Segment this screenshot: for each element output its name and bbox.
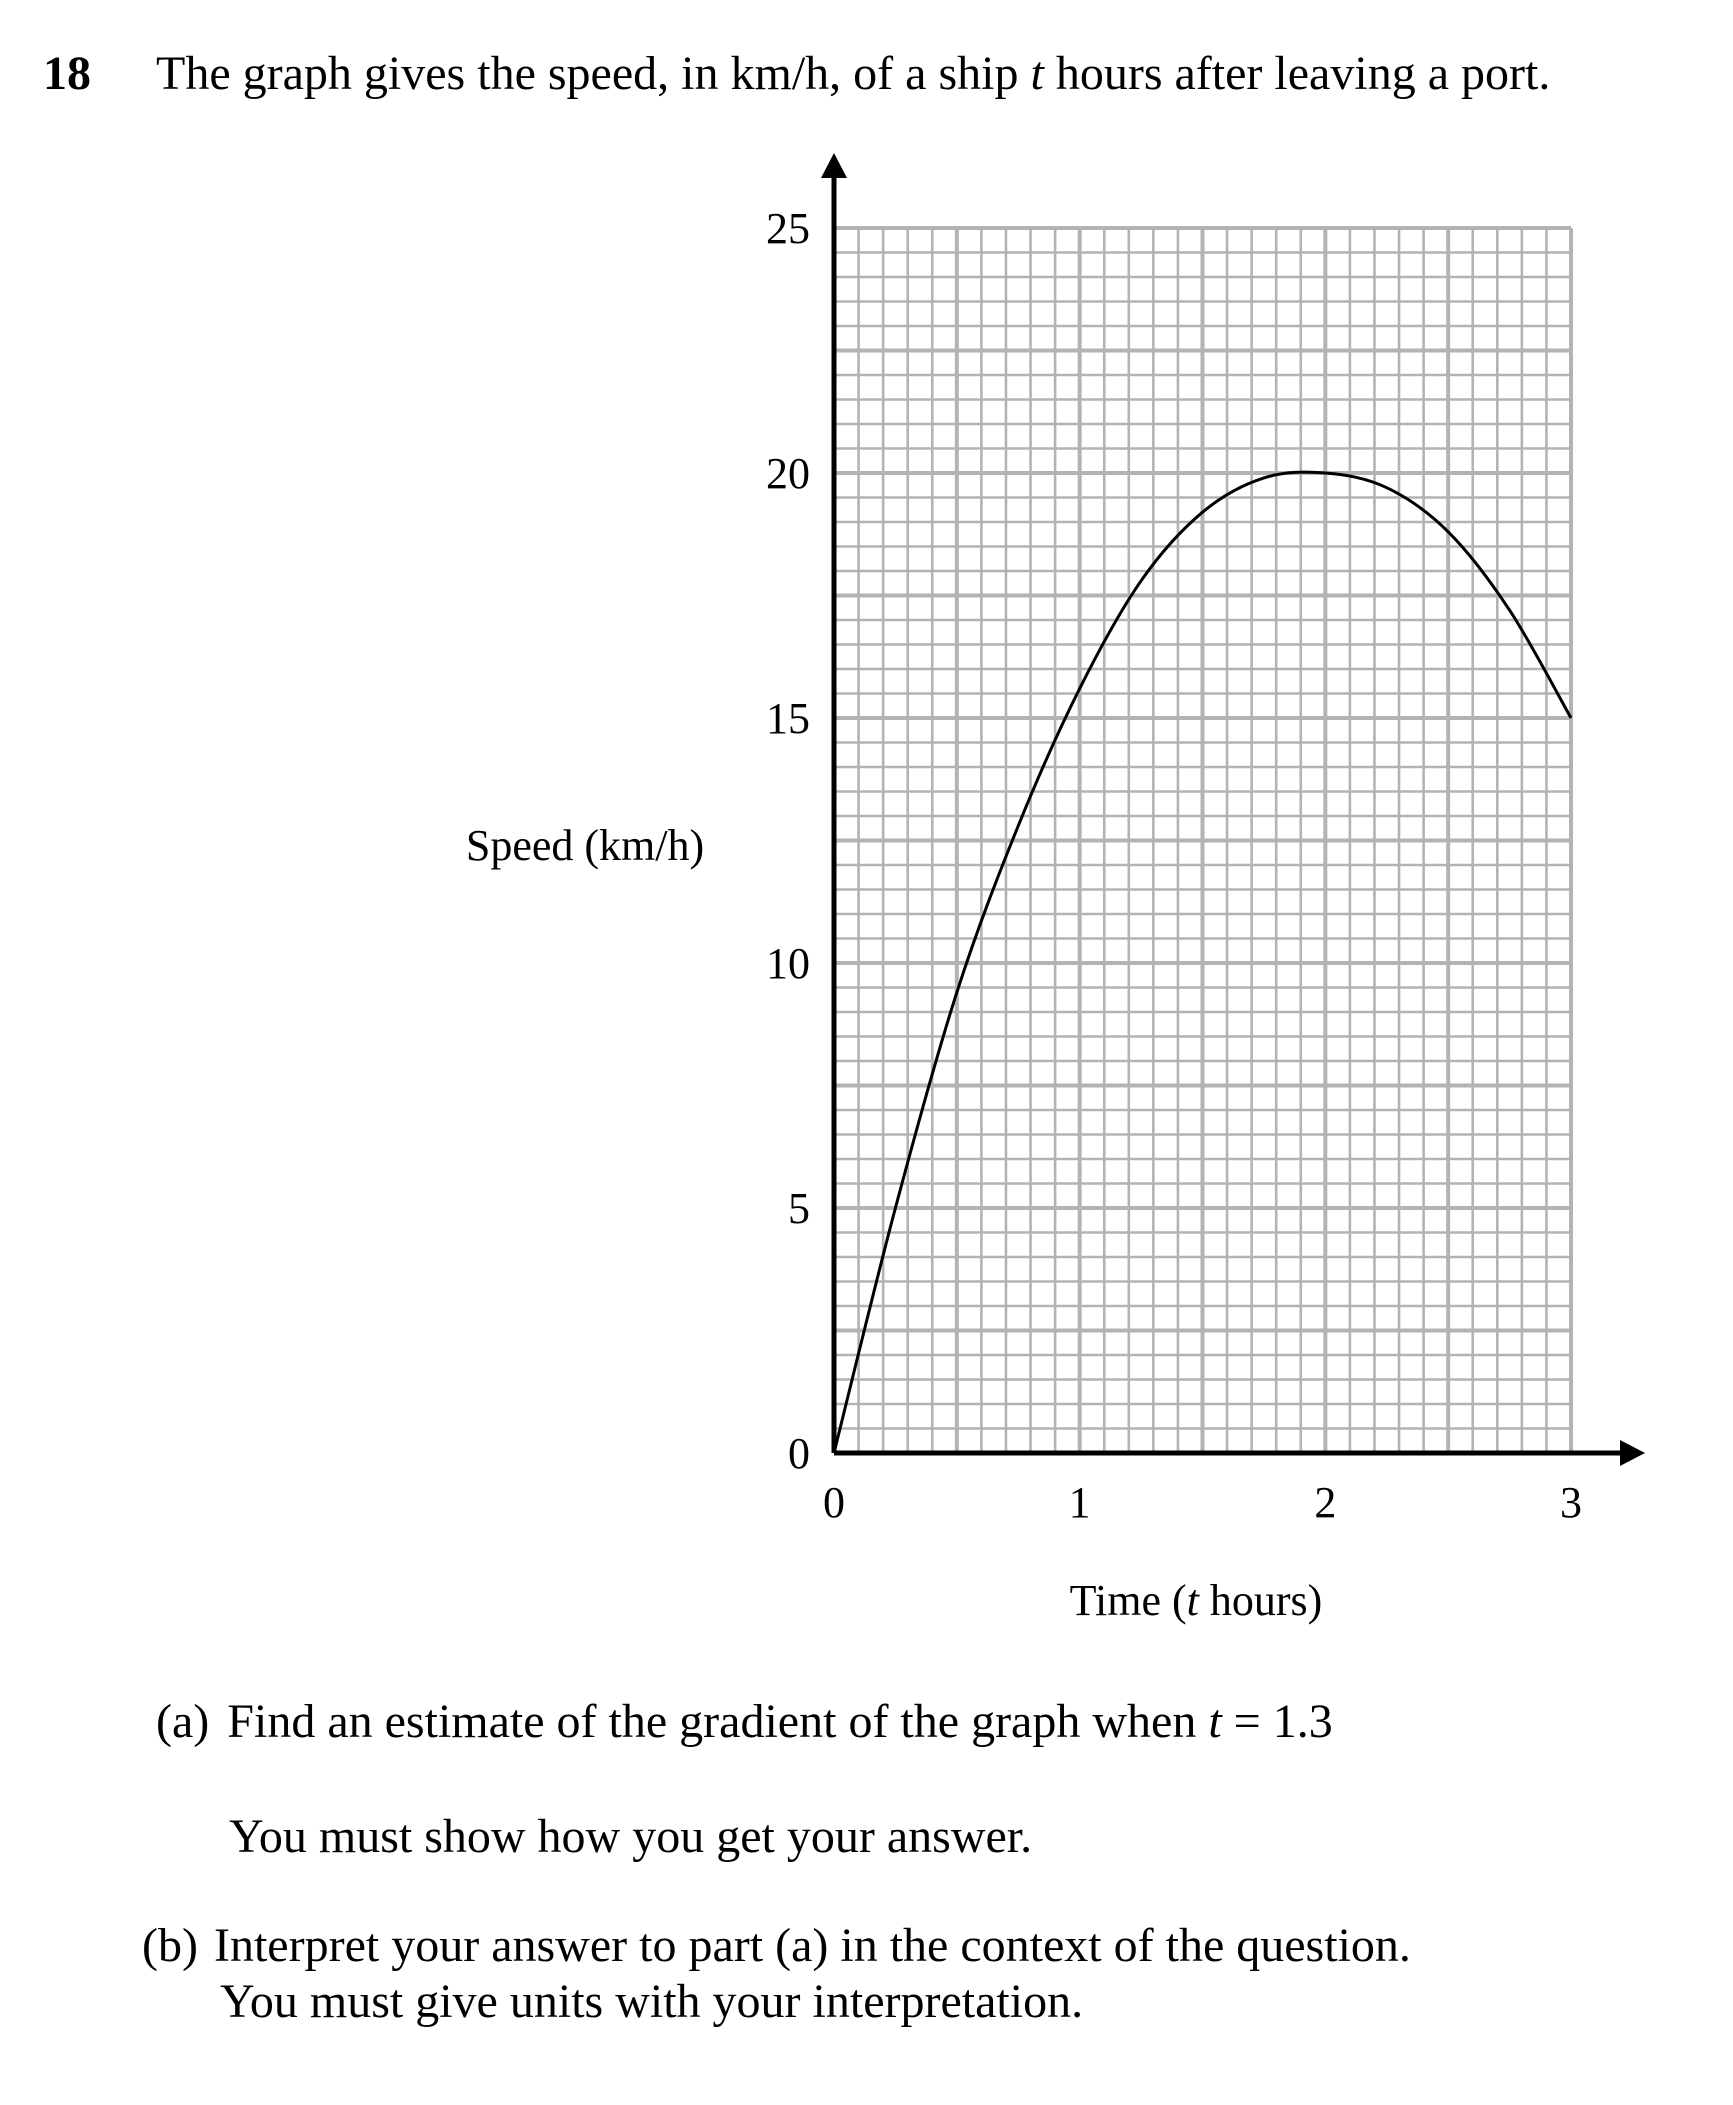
y-tick-label: 5 [788,1184,810,1233]
part-b-label: (b) [142,1919,198,1972]
grid-paper [834,228,1571,1453]
part-a-instruction: You must show how you get your answer. [229,1810,1033,1863]
part-b-line-1 [142,1917,1411,1975]
x-axis-label-after: hours) [1198,1576,1323,1625]
x-axis-label [1070,1576,1323,1625]
part-a-variable: t [1208,1695,1222,1748]
y-tick-label: 15 [766,694,810,743]
x-axis-label-variable: t [1186,1576,1199,1625]
y-axis-arrow [821,153,847,178]
part-a-label: (a) [156,1695,210,1748]
x-tick-label: 2 [1314,1478,1337,1527]
stem-text-before: The graph gives the speed, in km/h, of a ship [156,47,1031,100]
x-axis-label-before: Time ( [1069,1576,1187,1625]
part-a-line [156,1693,1333,1751]
part-b-line-2: You must give units with your interpretation. [220,1975,1084,2028]
part-a-text: Find an estimate of the gradient of the graph when [227,1695,1209,1748]
y-tick-label: 20 [766,449,810,498]
y-tick-label: 25 [766,204,810,253]
x-tick-label: 3 [1560,1478,1582,1527]
x-axis-arrow [1620,1440,1645,1466]
stem-variable: t [1030,47,1044,100]
x-tick-label: 1 [1068,1478,1091,1527]
question-number: 18 [43,47,91,100]
x-tick-label: 0 [823,1478,845,1527]
stem-text-after: hours after leaving a port. [1043,47,1551,100]
part-b-text-1: Interpret your answer to part (a) in the context of the question. [213,1919,1411,1972]
part-a-value: = 1.3 [1221,1695,1333,1748]
y-tick-label: 10 [766,939,810,988]
y-axis-label: Speed (km/h) [465,821,705,870]
y-tick-label: 0 [788,1429,810,1478]
